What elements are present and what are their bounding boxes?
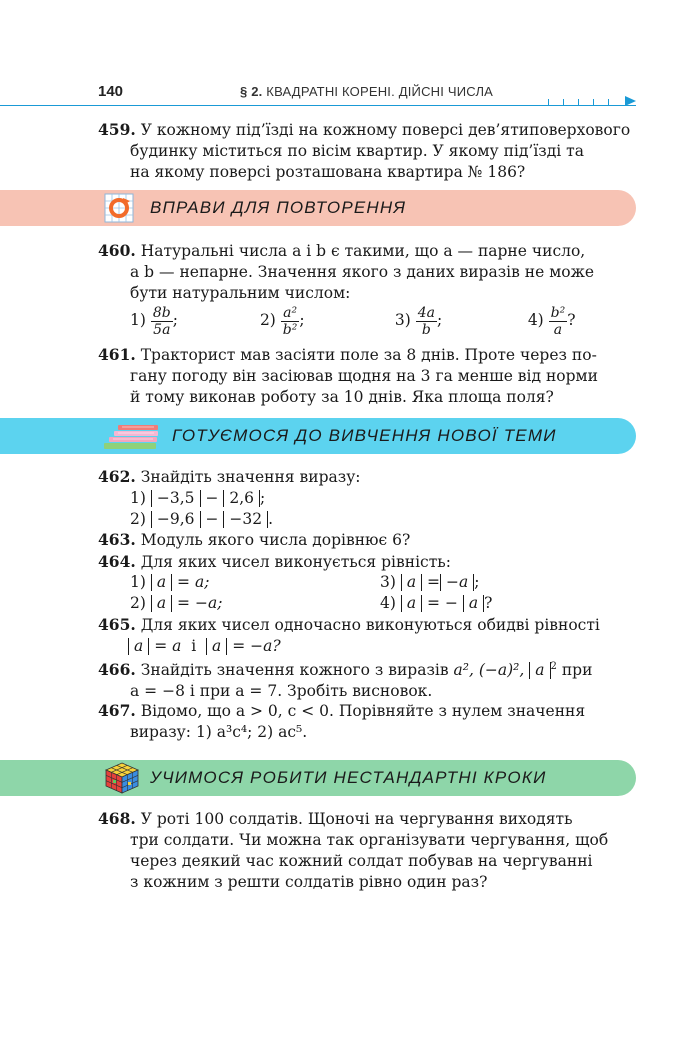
- item-rest: = a;: [177, 573, 210, 591]
- section-title-text: КВАДРАТНІ КОРЕНІ. ДІЙСНІ ЧИСЛА: [266, 84, 494, 99]
- problem-text: Відомо, що a > 0, c < 0. Порівняйте з нулем значення: [140, 702, 586, 720]
- page-number: 140: [98, 83, 124, 100]
- expression: a²,: [453, 661, 474, 680]
- problem-text: при: [561, 661, 593, 680]
- problem-text: бути натуральним числом:: [130, 284, 351, 302]
- item-2: [98, 510, 273, 528]
- problem-number: 463.: [98, 530, 136, 549]
- problem-text: будинку міститься по вісім квартир. У якому під’їзді та: [130, 142, 584, 160]
- problem-459: [98, 119, 630, 183]
- problem-number: 465.: [98, 615, 136, 634]
- item-rest: = −a;: [177, 594, 223, 612]
- page-header: [0, 80, 695, 110]
- banner-nonstandard: [0, 760, 636, 796]
- operator: −: [205, 489, 219, 507]
- option-2: [260, 303, 390, 338]
- header-arrow-icon: [625, 96, 636, 106]
- problem-468: [98, 808, 608, 893]
- section-title: [240, 84, 493, 99]
- fraction: [281, 305, 300, 338]
- problem-number: 464.: [98, 552, 136, 571]
- absolute-value: a: [401, 574, 422, 591]
- operator: =: [427, 573, 441, 591]
- rubiks-cube-icon: [104, 762, 140, 794]
- header-tick: [593, 99, 594, 106]
- problem-text: У роті 100 солдатів. Щоночі на чергування виходять: [140, 810, 573, 828]
- item-label: 2): [130, 510, 146, 528]
- problem-number: 460.: [98, 241, 136, 260]
- problem-number: 461.: [98, 345, 136, 364]
- banner-prepare-title: ГОТУЄМОСЯ ДО ВИВЧЕННЯ НОВОЇ ТЕМИ: [172, 426, 557, 445]
- item-label: 1): [130, 573, 146, 591]
- problem-460-options: [130, 303, 576, 338]
- item-end: ;: [260, 489, 266, 507]
- problem-text: через деякий час кожний солдат побував на чергуванні: [130, 852, 593, 870]
- fraction: [151, 305, 173, 338]
- item-label: 3): [380, 573, 396, 591]
- problem-number: 468.: [98, 809, 136, 828]
- option-end: ;: [172, 311, 178, 329]
- denominator: 5a: [153, 321, 171, 338]
- problem-text: У кожному під’їзді на кожному поверсі дев’ятиповерхового: [140, 121, 631, 139]
- problem-text: Для яких чисел виконується рівність:: [140, 553, 451, 571]
- option-3: [395, 303, 523, 338]
- exponent: 2: [550, 661, 557, 672]
- problem-text: з кожним з решти солдатів рівно один раз?: [130, 873, 488, 891]
- absolute-value: a: [151, 595, 172, 612]
- banner-review: [0, 190, 636, 226]
- option-label: 4): [527, 311, 544, 329]
- problem-text: й тому виконав роботу за 10 днів. Яка площа поля?: [130, 388, 554, 406]
- banner-prepare: [0, 418, 636, 454]
- problem-text: a = −8 і при a = 7. Зробіть висновок.: [130, 682, 433, 701]
- absolute-value: −a: [440, 574, 474, 591]
- absolute-value: −32: [223, 511, 268, 528]
- absolute-value: −9,6: [151, 511, 201, 528]
- fraction: [549, 305, 568, 338]
- problem-467: [98, 700, 585, 743]
- denominator: b: [421, 321, 431, 338]
- problem-465-equalities: [98, 637, 281, 655]
- option-4: [528, 303, 576, 338]
- repeat-grid-icon: [104, 193, 136, 223]
- item-1: [98, 489, 265, 507]
- equation: = a: [154, 637, 182, 655]
- problem-text: Знайдіть значення кожного з виразів: [140, 661, 449, 680]
- absolute-value: a: [151, 574, 172, 591]
- numerator: a²: [281, 305, 300, 322]
- problem-464: [98, 551, 451, 573]
- absolute-value: 2,6: [223, 490, 260, 507]
- banner-review-title: ВПРАВИ ДЛЯ ПОВТОРЕННЯ: [150, 198, 407, 217]
- problem-465: [98, 614, 600, 657]
- absolute-value: a: [206, 638, 227, 655]
- problem-text: Для яких чисел одночасно виконуються обидві рівності: [140, 616, 600, 634]
- books-icon: [104, 422, 162, 452]
- header-tick: [578, 99, 579, 106]
- option-end: ?: [567, 311, 576, 329]
- problem-text: виразу: 1) a³c⁴; 2) ac⁵.: [130, 723, 308, 741]
- header-tick: [608, 99, 609, 106]
- absolute-value: a: [401, 595, 422, 612]
- problem-number: 462.: [98, 467, 136, 486]
- absolute-value: a: [529, 662, 550, 679]
- problem-text: на якому поверсі розташована квартира № 186?: [130, 163, 526, 181]
- item-1: [130, 572, 380, 593]
- item-2: [130, 593, 380, 614]
- item-label: 1): [130, 489, 146, 507]
- problem-text: гану погоду він засіював щодня на 3 га менше від норми: [130, 367, 598, 385]
- problem-464-items: [130, 572, 492, 614]
- absolute-value: a: [128, 638, 149, 655]
- option-label: 3): [394, 311, 411, 329]
- absolute-value: −3,5: [151, 490, 201, 507]
- header-rule: [0, 105, 636, 106]
- problem-462: [98, 466, 361, 530]
- option-end: ;: [437, 311, 443, 329]
- operator: = −: [427, 594, 458, 612]
- denominator: a: [553, 321, 563, 338]
- problem-466: [98, 656, 592, 702]
- option-end: ;: [299, 311, 305, 329]
- problem-460: [98, 240, 594, 304]
- problem-number: 459.: [98, 120, 136, 139]
- header-tick: [563, 99, 564, 106]
- problem-text: Тракторист мав засіяти поле за 8 днів. Проте через по-: [140, 346, 597, 364]
- fraction: [416, 305, 437, 338]
- option-label: 2): [259, 311, 276, 329]
- numerator: b²: [550, 304, 566, 321]
- conjunction: і: [191, 637, 197, 655]
- problem-text: Модуль якого числа дорівнює 6?: [140, 531, 411, 549]
- operator: −: [205, 510, 219, 528]
- header-tick: [548, 99, 549, 106]
- banner-nonstandard-title: УЧИМОСЯ РОБИТИ НЕСТАНДАРТНІ КРОКИ: [150, 768, 547, 787]
- problem-461: [98, 344, 598, 408]
- item-3: [380, 573, 480, 591]
- option-label: 1): [130, 311, 146, 329]
- item-end: ?: [484, 594, 493, 612]
- option-1: [130, 303, 255, 338]
- problem-text: три солдати. Чи можна так організувати чергування, щоб: [130, 831, 609, 849]
- numerator: 8b: [152, 304, 171, 321]
- numerator: 4a: [417, 304, 435, 321]
- problem-text: a b — непарне. Значення якого з даних виразів не може: [130, 263, 595, 281]
- item-label: 4): [380, 594, 396, 612]
- problem-text: Натуральні числа a і b є такими, що a — парне число,: [140, 242, 586, 260]
- item-end: ;: [474, 573, 480, 591]
- item-label: 2): [130, 594, 146, 612]
- problem-number: 467.: [98, 701, 136, 720]
- problem-number: 466.: [98, 660, 136, 680]
- problem-463: [98, 529, 410, 551]
- item-end: .: [268, 510, 274, 528]
- section-mark: § 2.: [240, 84, 263, 99]
- expression: (−a)²,: [478, 661, 525, 680]
- denominator: b²: [282, 321, 298, 338]
- equation: = −a?: [232, 637, 281, 655]
- item-4: [380, 594, 492, 612]
- problem-text: Знайдіть значення виразу:: [140, 468, 361, 486]
- absolute-value: a: [463, 595, 484, 612]
